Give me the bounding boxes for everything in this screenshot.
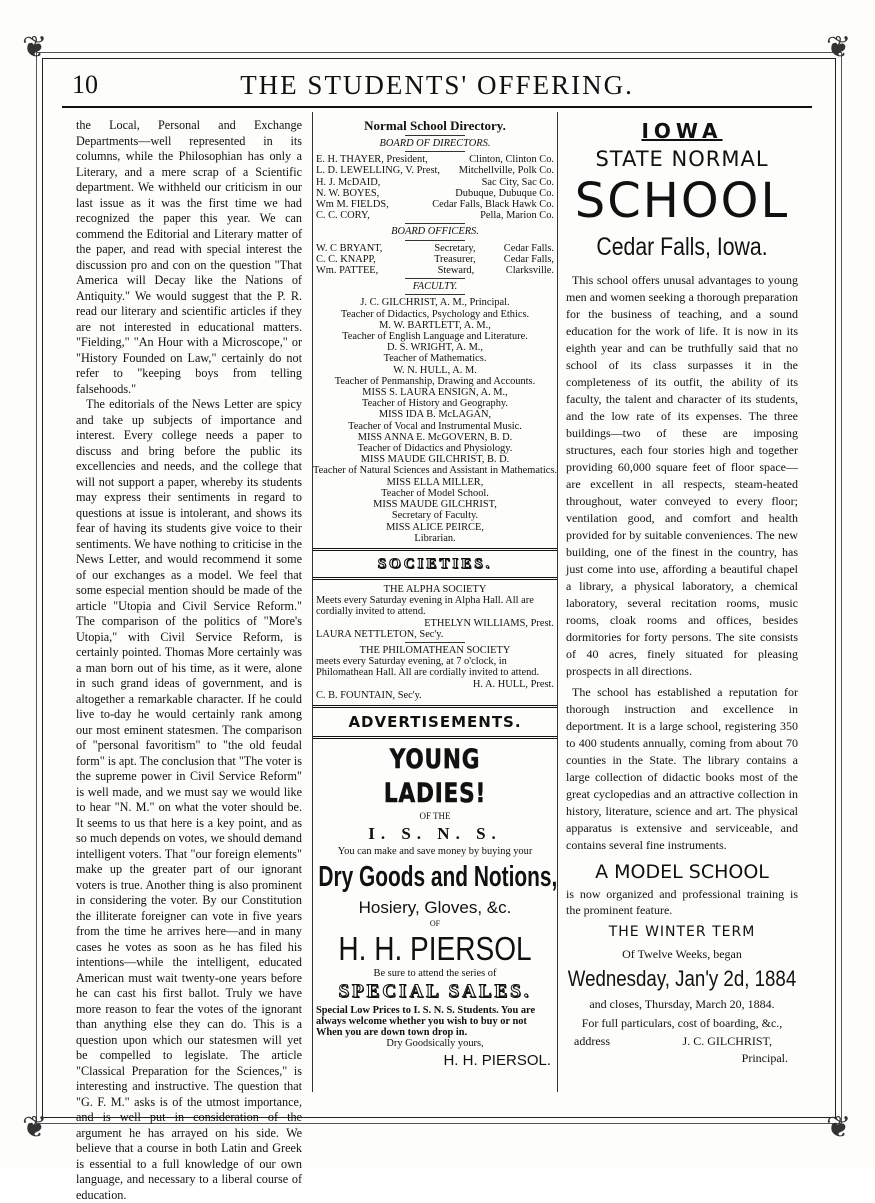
society-president: H. A. HULL, Prest. — [472, 678, 554, 690]
philomathean-society — [313, 645, 557, 701]
director-row — [313, 165, 557, 176]
faculty-role: Teacher of Vocal and Instrumental Music. — [348, 420, 522, 432]
faculty-name: MISS IDA B. McLAGAN, — [378, 409, 492, 421]
faculty-name: D. S. WRIGHT, A. M., — [386, 342, 484, 354]
director-place: Dubuque, Dubuque Co. — [455, 187, 554, 199]
director-row — [313, 199, 557, 210]
officer-row — [313, 254, 557, 265]
society-name: THE ALPHA SOCIETY — [383, 583, 487, 595]
officer-role: Steward, — [437, 265, 475, 277]
faculty-role: Secretary of Faculty. — [391, 510, 479, 522]
director-row — [313, 188, 557, 199]
faculty-role: Teacher of Natural Sciences and Assistant in Mathematics. — [313, 465, 557, 477]
address-line — [566, 1033, 798, 1050]
corner-ornament-icon: ❦ — [826, 30, 852, 65]
officer-place: Cedar Falls, — [503, 253, 554, 265]
directory-column — [312, 112, 558, 1092]
ad-hosiery: Hosiery, Gloves, &c. — [358, 898, 512, 918]
faculty-name: MISS ANNA E. McGOVERN, B. D. — [357, 431, 513, 443]
school-heading: SCHOOL — [574, 173, 790, 229]
director-row — [313, 210, 557, 221]
faculty-role: Teacher of English Language and Literature. — [342, 331, 528, 343]
director-name: C. C. CORY, — [316, 210, 370, 222]
director-name: E. H. THAYER, President, — [316, 154, 428, 166]
contact-name: J. C. GILCHRIST, — [682, 1034, 772, 1048]
directory-title: Normal School Directory. — [364, 118, 506, 133]
ad-headline: YOUNG LADIES! — [383, 743, 487, 809]
winter-term-heading: THE WINTER TERM — [608, 924, 756, 940]
officer-row — [313, 265, 557, 276]
officer-name: W. C BRYANT, — [316, 242, 383, 254]
ad-dry-goods: Dry Goods and Notions, — [318, 861, 558, 894]
iowa-heading: IOWA — [641, 119, 723, 143]
faculty-name: MISS S. LAURA ENSIGN, A. M., — [362, 387, 508, 399]
ad-signature: H. H. PIERSOL. — [443, 1051, 551, 1069]
ad-text: OF — [429, 919, 441, 929]
director-place: Pella, Marion Co. — [480, 210, 554, 222]
paragraph: the Local, Personal and Exchange Departments—well represented in its columns, while the Philosophian has only a Literary, and a mere scrap of a Scientific department. We withheld our criticism in our last issue as it was the first time we had recognized the paper this year. We can commend the Editorial and Literary matter of the paper, and read with special interest the discussion pro and con on the question "That America will Decay like the Nations of Antiquity." We would suggest that the P. R. read our literary and scientific articles if they are not interested in educational matters. "Fielding," "An Hour with a Microscope," or "History Founded on Law," certainly do not refer to "keeping boys from telling falsehoods." — [76, 118, 302, 396]
faculty-name: W. N. HULL, A. M. — [393, 364, 477, 376]
faculty-name: M. W. BARTLETT, A. M., — [379, 319, 491, 331]
paragraph: The school has established a reputation for thorough instruction and excellence in deportment. It is a large school, registering 350 to 400 students annually, coming from about 70 counties in the State. The library contains a large collection of didactic books most of the great cyclopedias and an attractive collection in history, literature, science and art. The physical apparatus is extensive and serviceable, and contains several fine instruments. — [566, 685, 798, 852]
society-text: Meets every Saturday evening in Alpha Hall. All are cordially invited to attend. — [316, 595, 534, 618]
model-school-heading: A MODEL SCHOOL — [595, 861, 769, 883]
page-header — [62, 66, 812, 108]
officer-role: Treasurer, — [434, 253, 476, 265]
faculty-heading: FACULTY. — [412, 281, 458, 293]
society-secretary: LAURA NETTLETON, Sec'y. — [316, 628, 444, 640]
director-name: Wm M. FIELDS, — [316, 199, 389, 211]
paragraph: The editorials of the News Letter are spicy and take up subjects of importance and interest. Every college needs a paper to discuss and bring before the public its excellencies and needs, and the college that will not support a paper, whereby its students may express their sentiments in regard to questions at issue is intolerant, and shows its fear of having its students give voice to their sentiments. We have nothing to criticise in the News Letter, and would recommend it some of our exchanges as a model. We feel that some especial mention should be made of the article "Utopia and Civil Service Reform." The comparison of the politics of "More's Utopia," with Civil Service Reform, is certainly pointed. Thomas More certainly was a man born out of his time, as it were, alone in such grand ideas of government, and is altogether a remarkable character. If he could live to-day he would certainly rank among our most eminent statesmen. The comparison of "personal favoritism" to "the old feudal form" is apt. The conclusion that "The voter is the supreme power in Civil Service Reform" is well made, and we must say we would like to hear "N. M." on what the voter should be. It seems to us that here is a key point, and as so much depends on votes, we should demand intelligent voters. That "our foreign elements" make up the greater part of our ignorant voters is true. Another thing is also prominent in considering the voter. By our Constitution the illiterate foreigner can vote in five years from the time he arrives here—and in many cases he votes as soon as he has filed his intentions—while the intelligent, educated American must wait twenty-one years before he can cast his first ballot. Truly we have more reason to fear the votes of the ignorant than anything else they can do. This is a question upon which our statesmen will yet be compelled to legislate. The article "Classical Preparation for the Sciences," is interesting and instructive. The question that "G. F. M." asks is of the utmost importance, and is well put in consideration of the argument he has arrayed on his side. We believe that a course in both Latin and Greek is essential to a full knowledge of our own language, and necessary to a liberal course of education. — [76, 397, 303, 1202]
director-place: Mitchellville, Polk Co. — [458, 165, 554, 177]
ad-school-initials: I. S. N. S. — [368, 824, 502, 844]
state-normal-heading: STATE NORMAL — [595, 147, 769, 171]
faculty-role: Librarian. — [414, 532, 456, 544]
director-place: Cedar Falls, Black Hawk Co. — [432, 199, 554, 211]
faculty-name: MISS ALICE PEIRCE, — [386, 521, 484, 533]
director-row — [313, 154, 557, 165]
page-number: 10 — [72, 70, 98, 99]
faculty-role: Teacher of Penmanship, Drawing and Accounts. — [334, 375, 536, 387]
publication-title: THE STUDENTS' OFFERING. — [240, 70, 634, 100]
ad-text: Be sure to attend the series of — [373, 967, 497, 979]
officer-place: Cedar Falls. — [503, 242, 554, 254]
location-heading: Cedar Falls, Iowa. — [596, 233, 768, 261]
particulars: For full particulars, cost of boarding, &c., — [581, 1016, 783, 1030]
director-name: N. W. BOYES, — [316, 187, 380, 199]
address-label: address — [574, 1034, 610, 1048]
ad-text: You can make and save money by buying your — [337, 846, 533, 858]
directors-heading: BOARD OF DIRECTORS. — [379, 138, 491, 149]
director-place: Sac City, Sac Co. — [481, 176, 554, 188]
corner-ornament-icon: ❦ — [22, 30, 48, 65]
officer-name: Wm. PATTEE, — [316, 265, 379, 277]
officer-place: Clarksville. — [505, 265, 554, 277]
officer-name: C. C. KNAPP, — [316, 253, 376, 265]
faculty-name: MISS MAUDE GILCHRIST, B. D. — [360, 454, 510, 466]
advertisements-heading: ADVERTISEMENTS. — [348, 712, 522, 731]
alpha-society — [313, 584, 557, 640]
society-secretary: C. B. FOUNTAIN, Sec'y. — [316, 689, 422, 701]
model-school-text: is now organized and professional training is the prominent feature. — [566, 887, 798, 917]
faculty-name: MISS ELLA MILLER, — [386, 476, 484, 488]
society-text: meets every Saturday evening, at 7 o'clock, in Philomathean Hall. All are cordially invited to attend. — [316, 656, 540, 679]
faculty-role: Teacher of Model School. — [381, 487, 489, 499]
contact-title: Principal. — [741, 1051, 788, 1065]
ad-merchant-name: H. H. PIERSOL — [338, 929, 532, 967]
directors-list — [313, 154, 557, 221]
society-name: THE PHILOMATHEAN SOCIETY — [359, 644, 511, 656]
school-advert-column — [566, 118, 798, 1066]
officer-row — [313, 243, 557, 254]
editorial-column — [76, 118, 302, 1203]
faculty-role: Teacher of Didactics, Psychology and Ethics. — [340, 308, 530, 320]
term-end: and closes, Thursday, March 20, 1884. — [589, 997, 775, 1011]
societies-title: SOCIETIES. — [377, 555, 493, 572]
ad-text: Dry Goodsically yours, — [386, 1038, 484, 1050]
ad-text: OF THE — [419, 810, 451, 821]
corner-ornament-icon: ❦ — [22, 1110, 48, 1145]
director-place: Clinton, Clinton Co. — [469, 154, 554, 166]
term-start-date: Wednesday, Jan'y 2d, 1884 — [567, 966, 797, 991]
officers-heading: BOARD OFFICERS. — [391, 226, 479, 238]
corner-ornament-icon: ❦ — [826, 1110, 852, 1145]
officer-role: Secretary, — [434, 242, 476, 254]
faculty-role: Teacher of History and Geography. — [361, 398, 509, 410]
term-length: Of Twelve Weeks, began — [622, 947, 742, 961]
faculty-role: Teacher of Didactics and Physiology. — [357, 443, 513, 455]
director-name: L. D. LEWELLING, V. Prest, — [316, 165, 440, 177]
faculty-name: J. C. GILCHRIST, A. M., Principal. — [360, 297, 510, 309]
faculty-name: MISS MAUDE GILCHRIST, — [373, 499, 497, 511]
director-row — [313, 177, 557, 188]
piersol-advert — [313, 743, 557, 1072]
director-name: H. J. McDAID, — [316, 176, 381, 188]
paragraph: This school offers unusal advantages to young men and women seeking a thorough preparation for the business of teaching, and a sound education for the work of life. It is now in its eighth year and can be truthfully said that no school of its class surpasses it in the completeness of its outfit, the ability of its faculty, the talent and character of its students, and the low rate of its expenses. The three buildings—two of these are imposing structures, each four stories high and together providing 60,000 square feet of floor space—are excellent in all respects, steam-heated throughout, water conveyed to every floor; ventilation good, and comfort and health provided for by suitable conveniences. The new building, one of the finest in the country, has just come into use, affording a beautiful chapel a library, a physical laboratory, a chemical laboratory, several recitation rooms, music rooms, cloak rooms and offices, besides dormitories for forty persons. The site consists of 40 acres, finely situated for pleasing prospects in all directions. — [566, 273, 798, 678]
faculty-role: Teacher of Mathematics. — [383, 353, 487, 365]
society-president: ETHELYN WILLIAMS, Prest. — [424, 617, 554, 629]
ad-special-sales: SPECIAL SALES. — [338, 980, 532, 1002]
faculty-list — [313, 297, 557, 543]
ad-text: Special Low Prices to I. S. N. S. Students. You are always welcome whether you wish to buy or not When you are down town drop in. — [316, 1004, 536, 1039]
